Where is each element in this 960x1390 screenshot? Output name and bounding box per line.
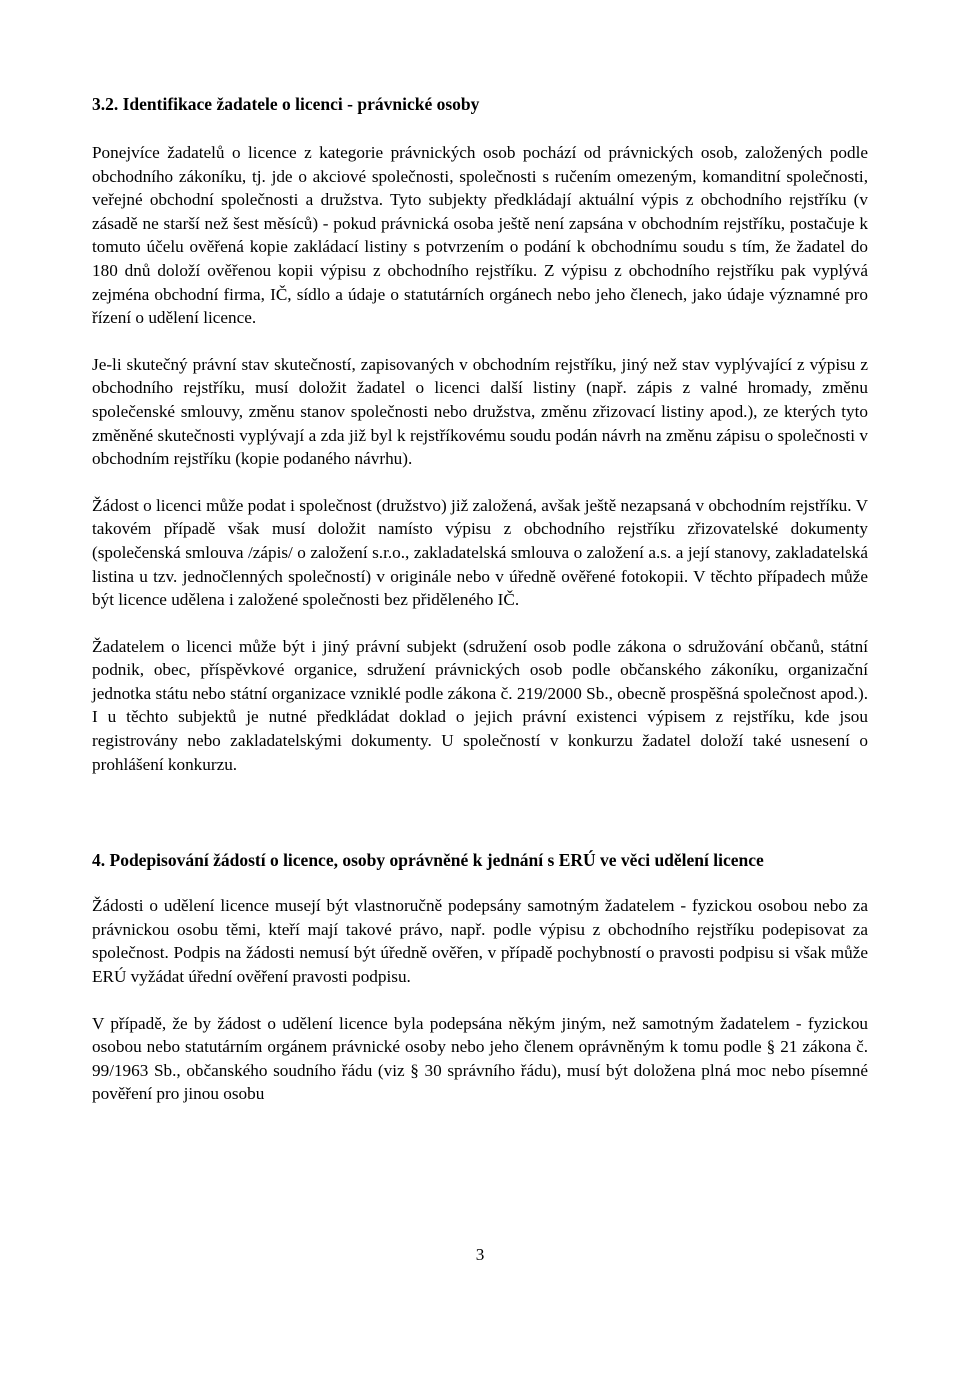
page-content bbox=[92, 92, 868, 1106]
page-number: 3 bbox=[475, 1245, 485, 1264]
paragraph: V případě, že by žádost o udělení licence byla podepsána někým jiným, než samotným žadatelem - fyzickou osobou nebo statutárním orgánem právnické osoby nebo jeho členem oprávněným k tomu podle § 21 zákona č. 99/1963 Sb., občanského soudního řádu (viz § 30 správního řádu), musí být doložena plná moc nebo písemné pověření pro jinou osobu bbox=[92, 1013, 868, 1104]
paragraph: Žádosti o udělení licence musejí být vlastnoručně podepsány samotným žadatelem - fyzickou osobou nebo za právnickou osobu těmi, kteří mají takové právo, např. podle výpisu z obchodního rejstříku podepisovat za společnost. Podpis na žádosti nemusí být úředně ověřen, v případě pochybností o pravosti podpisu si však může ERÚ vyžádat úřední ověření pravosti podpisu. bbox=[92, 896, 868, 987]
section-heading: 4. Podepisování žádostí o licence, osoby oprávněné k jednání s ERÚ ve věci udělení licence bbox=[92, 850, 764, 871]
paragraph: Žadatelem o licenci může být i jiný právní subjekt (sdružení osob podle zákona o sdružování občanů, státní podnik, obec, příspěvkové organice, sdružení právnických osob podle občanského zákoníku, organizační jednotka státu nebo státní organizace vzniklé podle zákona č. 219/2000 Sb., obecně prospěšná společnost apod.). I u těchto subjektů je nutné předkládat doklad o jejich právní existenci výpisem z rejstříku, kde jsou registrovány nebo zakladatelskými dokumenty. U společností v konkurzu žadatel doloží také usnesení o prohlášení konkurzu. bbox=[92, 636, 868, 774]
paragraph: Ponejvíce žadatelů o licence z kategorie právnických osob pochází od právnických osob, založených podle obchodního zákoníku, tj. jde o akciové společnosti, společnosti s ručením omezeným, komanditní společnosti, veřejné obchodní společnosti a družstva. Tyto subjekty předkládají aktuální výpis z obchodního rejstříku (v zásadě ne starší než šest měsíců) - pokud právnická osoba ještě není zapsána v obchodním rejstříku, postačuje k tomuto účelu ověřená kopie zakládací listiny s potvrzením o podání k obchodnímu soudu s tím, že žadatel do 180 dnů doloží ověřenou kopii výpisu z obchodního rejstříku. Z výpisu z obchodního rejstříku pak vyplývá zejména obchodní firma, IČ, sídlo a údaje o statutárních orgánech nebo jeho členech, jako údaje významné pro řízení o udělení licence. bbox=[92, 143, 868, 328]
paragraph: Je-li skutečný právní stav skutečností, zapisovaných v obchodním rejstříku, jiný než stav vyplývající z výpisu z obchodního rejstříku, musí doložit žadatel o licenci další listiny (např. zápis z valné hromady, změnu společenské smlouvy, změnu stanov společnosti nebo družstva, změnu zřizovací listiny apod.), ze kterých tyto změněné skutečnosti vyplývají a zda již byl k rejstříkovému soudu podán návrh na změnu zápisu o společnosti v obchodním rejstříku (kopie podaného návrhu). bbox=[92, 354, 868, 469]
paragraph: Žádost o licenci může podat i společnost (družstvo) již založená, avšak ještě nezapsaná v obchodním rejstříku. V takovém případě však musí doložit namísto výpisu z obchodního rejstříku zřizovatelské dokumenty (společenská smlouva /zápis/ o založení s.r.o., zakladatelská smlouva o založení a.s. a její stanovy, zakladatelská listina u tzv. jednočlenných společností) v originále nebo v úředně ověřené fotokopii. V těchto případech může být licence udělena i založené společnosti bez přiděleného IČ. bbox=[92, 495, 868, 610]
section-heading: 3.2. Identifikace žadatele o licenci - právnické osoby bbox=[92, 94, 480, 114]
